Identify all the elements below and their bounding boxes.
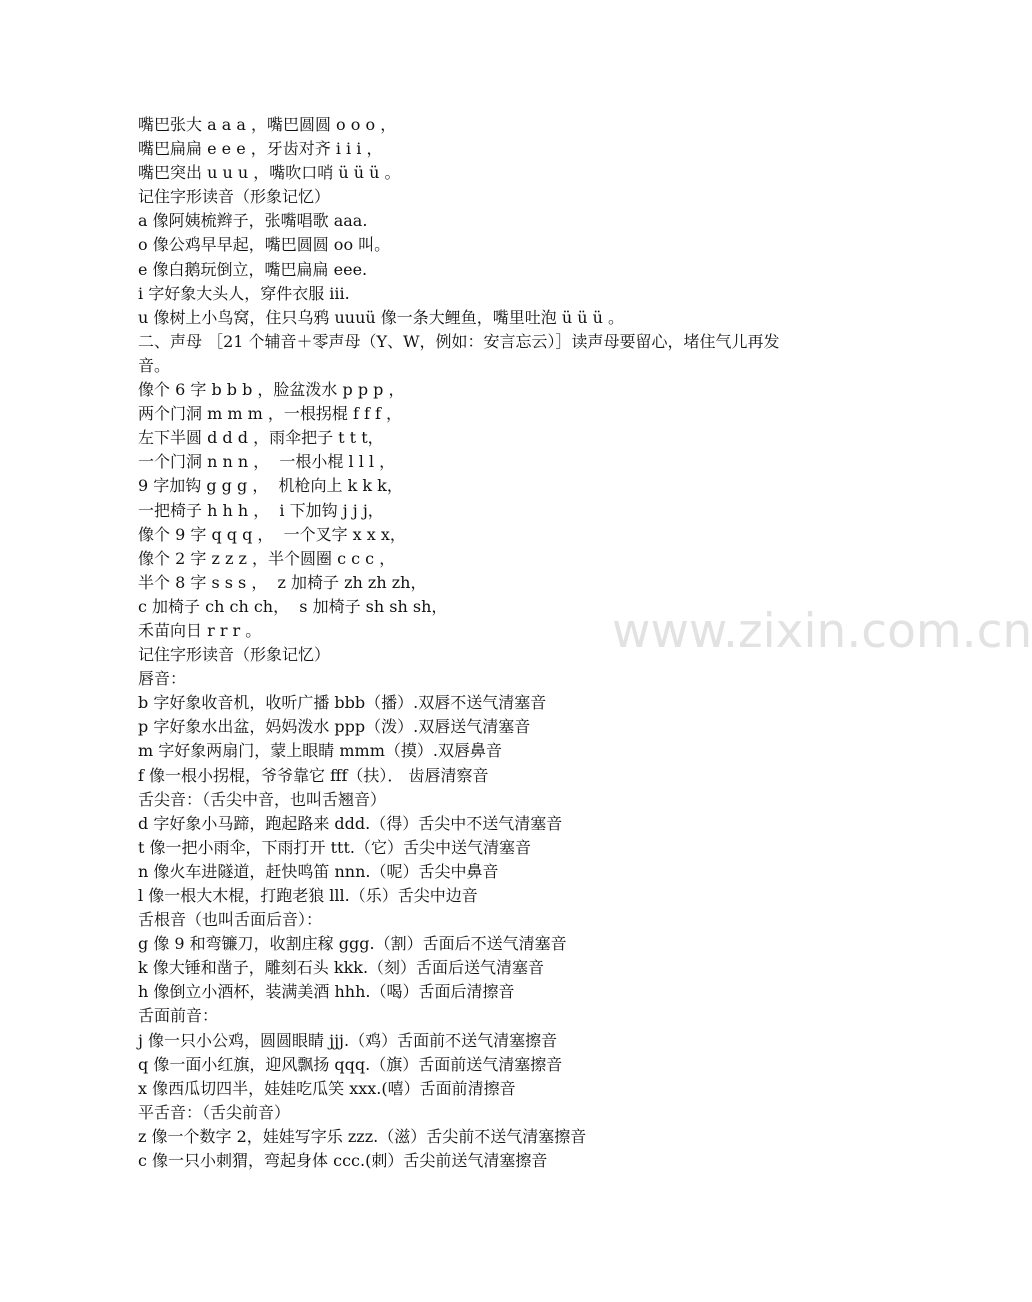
text-line: q 像一面小红旗，迎风飘扬 qqq.（旗）舌面前送气清塞擦音: [138, 1054, 563, 1074]
text-line: 嘴巴扁扁 e e e ，牙齿对齐 i i i ，: [138, 139, 383, 159]
text-line: 平舌音：（舌尖前音）: [138, 1102, 291, 1122]
text-line: c 像一只小刺猬，弯起身体 ccc.(刺）舌尖前送气清塞擦音: [138, 1151, 548, 1171]
text-line: d 字好象小马蹄，跑起路来 ddd.（得）舌尖中不送气清塞音: [138, 813, 563, 833]
text-line: e 像白鹅玩倒立，嘴巴扁扁 eee.: [138, 259, 368, 279]
text-line: f 像一根小拐棍，爷爷靠它 fff（扶）． 齿唇清察音: [138, 765, 489, 785]
text-line: 半个 8 字 s s s ， z 加椅子 zh zh zh，: [138, 572, 427, 592]
text-line: z 像一个数字 2，娃娃写字乐 zzz.（滋）舌尖前不送气清塞擦音: [138, 1126, 587, 1146]
text-line: l 像一根大木棍，打跑老狼 lll.（乐）舌尖中边音: [138, 886, 478, 905]
text-line: j 像一只小公鸡，圆圆眼睛 jjj.（鸡）舌面前不送气清塞擦音: [138, 1030, 558, 1050]
text-line: h 像倒立小酒杯，装满美酒 hhh.（喝）舌面后清擦音: [138, 982, 515, 1002]
text-line: 9 字加钩 g g g ， 机枪向上 k k k，: [138, 476, 403, 496]
text-line: 唇音：: [138, 669, 187, 689]
text-line: x 像西瓜切四半，娃娃吃瓜笑 xxx.(嘻）舌面前清擦音: [138, 1078, 516, 1098]
text-line: m 字好象两扇门，蒙上眼睛 mmm（摸）.双唇鼻音: [138, 741, 502, 761]
document-body: [138, 113, 798, 1173]
text-line: 禾苗向日 r r r 。: [138, 620, 262, 640]
text-line: 一个门洞 n n n ， 一根小棍 l l l ，: [138, 452, 396, 472]
text-line: p 字好象水出盆，妈妈泼水 ppp（泼）.双唇送气清塞音: [138, 717, 531, 737]
text-line: 二、声母 ［21 个辅音＋零声母（Y、W，例如：安言忘云）］读声母要留心，堵住气儿再发音。: [138, 331, 780, 375]
text-line: 嘴巴张大 a a a ，嘴巴圆圆 o o o ，: [138, 115, 397, 134]
text-line: t 像一把小雨伞，下雨打开 ttt.（它）舌尖中送气清塞音: [138, 837, 531, 857]
text-line: 舌尖音：（舌尖中音，也叫舌翘音）: [138, 789, 387, 809]
text-line: 左下半圆 d d d ，雨伞把子 t t t，: [138, 428, 384, 448]
text-line: c 加椅子 ch ch ch， s 加椅子 sh sh sh，: [138, 596, 448, 616]
text-line: n 像火车进隧道，赶快鸣笛 nnn.（呢）舌尖中鼻音: [138, 861, 499, 881]
text-line: 像个 9 字 q q q ， 一个叉字 x x x，: [138, 524, 406, 544]
text-line: 像个 2 字 z z z ，半个圆圈 c c c ，: [138, 548, 396, 568]
text-line: u 像树上小鸟窝，住只乌鸦 uuuü 像一条大鲤鱼，嘴里吐泡 ü ü ü 。: [138, 307, 625, 327]
text-line: b 字好象收音机，收听广播 bbb（播）.双唇不送气清塞音: [138, 693, 547, 713]
text-line: o 像公鸡早早起，嘴巴圆圆 oo 叫。: [138, 235, 391, 255]
text-line: 记住字形读音（形象记忆）: [138, 187, 331, 207]
text-line: 嘴巴突出 u u u ，嘴吹口哨 ü ü ü 。: [138, 163, 401, 183]
text-line: 一把椅子 h h h ， i 下加钩 j j j，: [138, 500, 384, 520]
text-line: i 字好象大头人，穿件衣服 iii.: [138, 283, 350, 303]
watermark: www.zixin.com.cn: [612, 604, 1032, 659]
text-line: k 像大锤和凿子，雕刻石头 kkk.（刻）舌面后送气清塞音: [138, 958, 545, 978]
text-line: 舌根音（也叫舌面后音）：: [138, 910, 323, 930]
text-line: 像个 6 字 b b b ，脸盆泼水 p p p ，: [138, 380, 405, 400]
text-line: 记住字形读音（形象记忆）: [138, 645, 331, 665]
text-line: a 像阿姨梳辫子，张嘴唱歌 aaa.: [138, 211, 368, 231]
text-line: 舌面前音：: [138, 1006, 219, 1026]
text-line: 两个门洞 m m m ，一根拐棍 f f f ，: [138, 404, 402, 424]
text-line: g 像 9 和弯镰刀，收割庄稼 ggg.（割）舌面后不送气清塞音: [138, 934, 567, 954]
